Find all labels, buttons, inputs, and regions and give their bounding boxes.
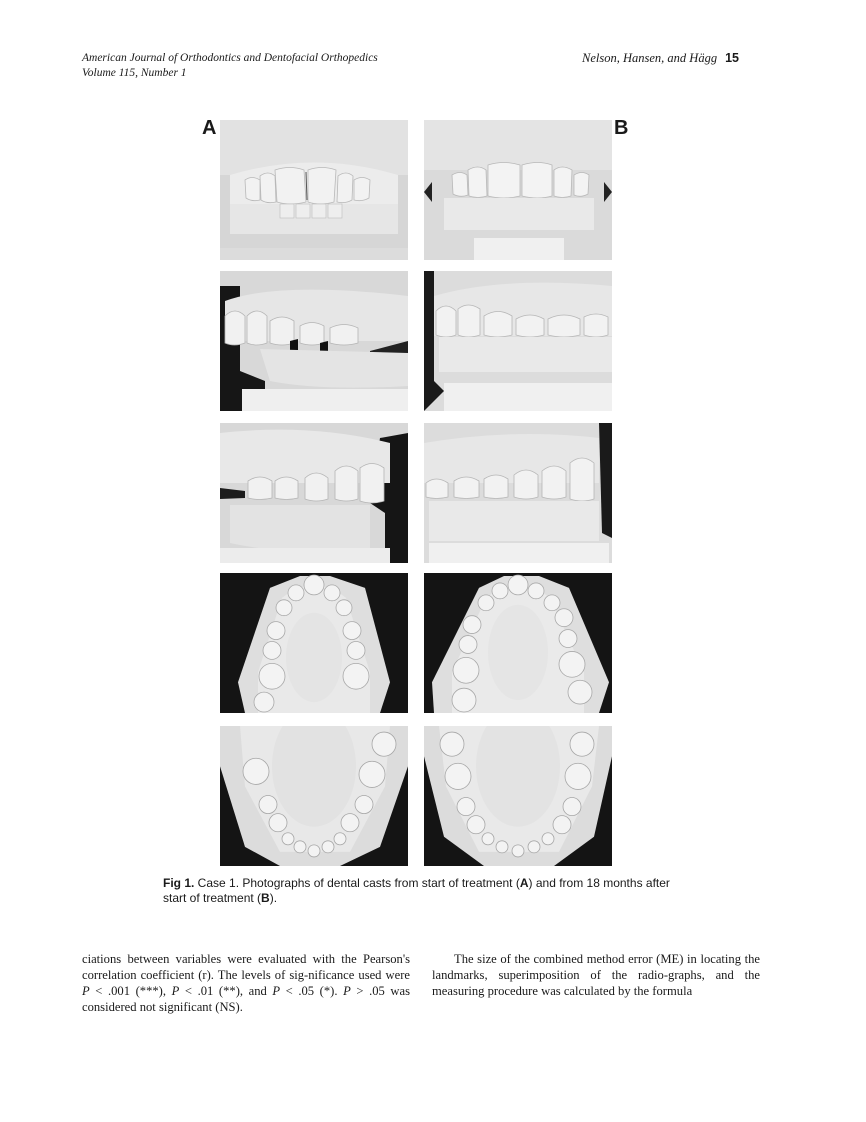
caption-text: Case 1. Photographs of dental casts from start of treatment ( <box>194 876 520 890</box>
photo-frontal-a <box>220 120 408 260</box>
figure-caption-label: Fig 1. <box>163 876 195 890</box>
body-text: > .05 was considered not significant (NS). <box>82 984 410 1014</box>
running-header-left <box>82 51 378 81</box>
authors: Nelson, Hansen, and Hägg <box>582 51 718 65</box>
running-header-right <box>582 51 739 66</box>
body-text: ciations between variables were evaluated with the Pearson's correlation coefficient (r). The levels of sig-nificance used were <box>82 952 410 982</box>
caption-text: ) and from 18 months after start of treatment ( <box>163 876 670 905</box>
caption-ref-a: A <box>519 876 529 890</box>
figure-label-b: B <box>614 117 629 139</box>
caption-ref-b: B <box>261 891 270 905</box>
photo-maxillary-occlusal-a <box>220 573 408 713</box>
photo-lateral-right-a <box>220 271 408 411</box>
body-text: < .05 (*). <box>280 984 344 998</box>
journal-volume: Volume 115, Number 1 <box>82 67 187 79</box>
body-italic: P <box>82 984 90 998</box>
body-text: < .01 (**), and <box>179 984 273 998</box>
photo-mandibular-occlusal-b <box>424 726 612 866</box>
figure-label-a: A <box>202 117 217 139</box>
photo-maxillary-occlusal-b <box>424 573 612 713</box>
body-column-left <box>82 951 410 1015</box>
page-number: 15 <box>725 51 739 65</box>
journal-title: American Journal of Orthodontics and Dentofacial Orthopedics <box>82 52 378 64</box>
photo-frontal-b <box>424 120 612 260</box>
photo-lateral-left-a <box>220 423 408 563</box>
caption-text: ). <box>269 891 278 905</box>
photo-lateral-left-b <box>424 423 612 563</box>
body-italic: P <box>171 984 180 998</box>
body-italic: P <box>272 984 281 998</box>
body-italic: P <box>343 984 351 998</box>
photo-mandibular-occlusal-a <box>220 726 408 866</box>
figure-caption <box>163 876 693 906</box>
body-column-right: The size of the combined method error (ME) in locating the landmarks, superimposition of the radio-graphs, and the measuring procedure was calculated by the formula <box>432 952 760 998</box>
photo-lateral-right-b <box>424 271 612 411</box>
body-text: < .001 (***), <box>89 984 172 998</box>
